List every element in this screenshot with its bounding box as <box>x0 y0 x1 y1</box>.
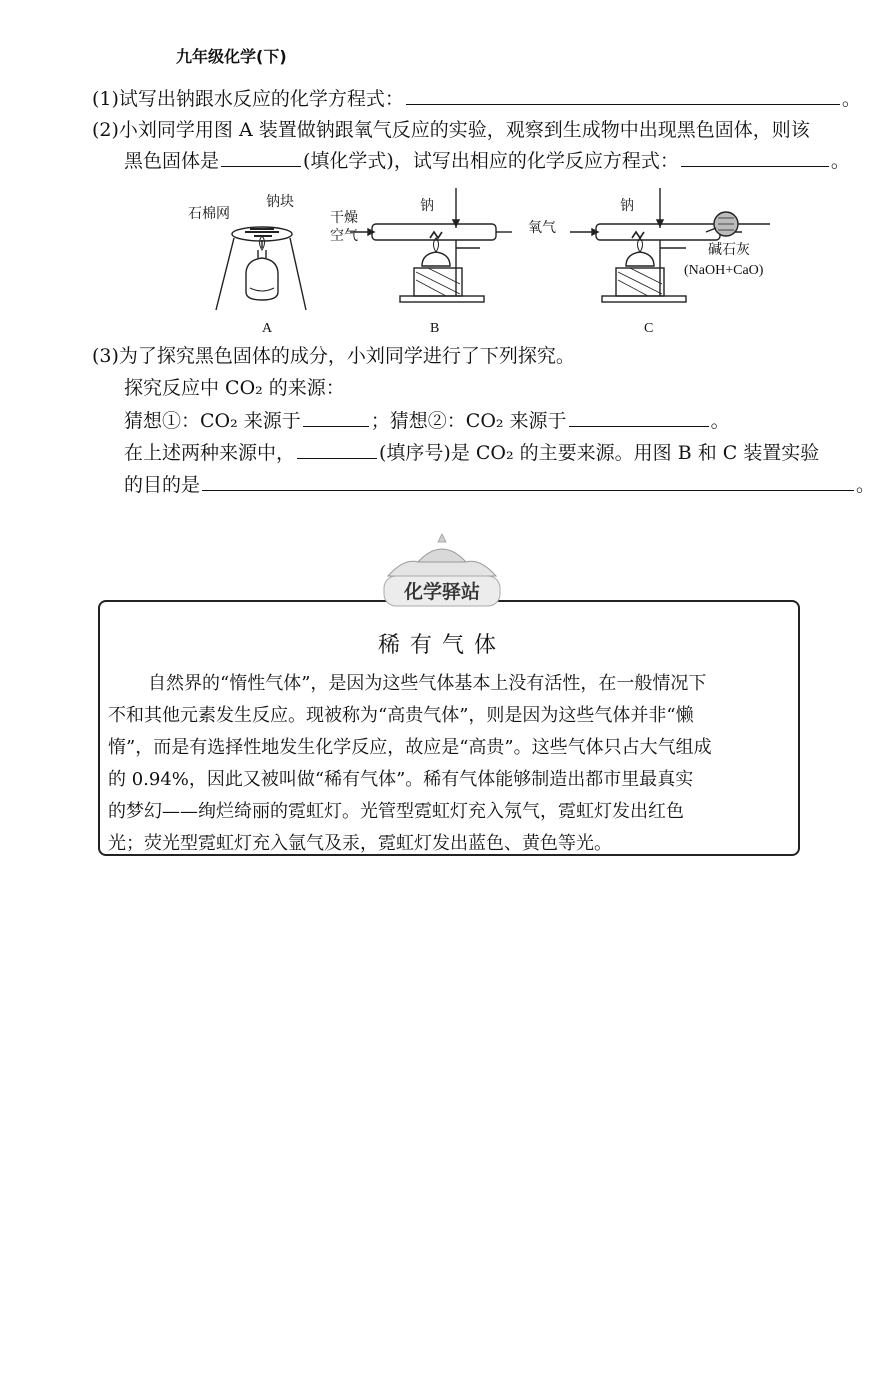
question-1-text: (1)试写出钠跟水反应的化学方程式： <box>92 88 404 110</box>
question-2-prefix: 黑色固体是 <box>124 150 220 172</box>
chemistry-station-badge <box>378 530 506 610</box>
station-title: 稀有气体 <box>377 633 506 658</box>
question-1 <box>92 86 861 111</box>
page-header: 九年级化学(下) <box>176 47 287 66</box>
paragraph-line: 自然界的“惰性气体”，是因为这些气体基本上没有活性，在一般情况下 <box>148 673 707 694</box>
label-dry-air-2: 空气 <box>330 229 358 244</box>
label-dry-air-1: 干燥 <box>330 211 358 226</box>
question-3-line-4 <box>124 440 819 465</box>
question-3-line-1: (3)为了探究黑色固体的成分，小刘同学进行了下列探究。 <box>92 345 575 367</box>
answer-blank-q1[interactable] <box>406 86 840 105</box>
question-2-line-1: (2)小刘同学用图 A 装置做钠跟氧气反应的实验，观察到生成物中出现黑色固体，则该 <box>92 119 810 141</box>
apparatus-figure <box>150 188 790 338</box>
answer-blank-q2-formula[interactable] <box>221 148 301 167</box>
guess-2-text: ；猜想②：CO₂ 来源于 <box>370 410 567 432</box>
label-oxygen: 氧气 <box>528 221 556 236</box>
answer-blank-source[interactable] <box>297 440 377 459</box>
question-2-line-2 <box>124 148 850 173</box>
question-3-line-3 <box>124 408 730 433</box>
answer-blank-guess-2[interactable] <box>569 408 709 427</box>
label-soda-lime: 碱石灰 <box>708 243 750 258</box>
source-suffix: (填序号)是 CO₂ 的主要来源。用图 B 和 C 装置实验 <box>379 442 820 464</box>
question-2-middle: (填化学式)，试写出相应的化学反应方程式： <box>303 150 679 172</box>
label-asbestos-net: 石棉网 <box>188 207 230 222</box>
paragraph-line: 不和其他元素发生反应。现被称为“高贵气体”，则是因为这些气体并非“懒 <box>108 705 694 726</box>
purpose-prefix: 的目的是 <box>124 474 201 496</box>
paragraph-line: 惰”，而是有选择性地发生化学反应，故应是“高贵”。这些气体只占大气组成 <box>108 737 712 758</box>
answer-blank-q2-equation[interactable] <box>681 148 829 167</box>
paragraph-line: 的梦幻——绚烂绮丽的霓虹灯。光管型霓虹灯充入氖气，霓虹灯发出红色 <box>108 801 684 822</box>
station-paragraph <box>108 668 788 860</box>
caption-a: A <box>262 321 273 336</box>
caption-b: B <box>430 321 440 336</box>
source-prefix: 在上述两种来源中， <box>124 442 296 464</box>
question-3-line-5 <box>124 472 875 497</box>
label-sodium-b: 钠 <box>420 199 434 214</box>
purpose-end: 。 <box>856 474 876 496</box>
label-sodium-block: 钠块 <box>266 195 294 210</box>
question-1-end: 。 <box>841 88 861 110</box>
answer-blank-purpose[interactable] <box>202 472 854 491</box>
guess-1-text: 猜想①：CO₂ 来源于 <box>124 410 301 432</box>
question-2-end: 。 <box>830 150 850 172</box>
paragraph-line: 的 0.94%，因此又被叫做“稀有气体”。稀有气体能够制造出都市里最真实 <box>108 769 694 790</box>
badge-label: 化学驿站 <box>403 581 481 603</box>
answer-blank-guess-1[interactable] <box>303 408 369 427</box>
caption-c: C <box>644 321 654 336</box>
guess-line-end: 。 <box>710 410 730 432</box>
question-3-line-2: 探究反应中 CO₂ 的来源： <box>124 377 345 399</box>
label-soda-lime-formula: (NaOH+CaO) <box>684 263 764 278</box>
paragraph-line: 光；荧光型霓虹灯充入氩气及汞，霓虹灯发出蓝色、黄色等光。 <box>108 833 612 854</box>
label-sodium-c: 钠 <box>620 199 634 214</box>
apparatus-a <box>216 227 306 310</box>
